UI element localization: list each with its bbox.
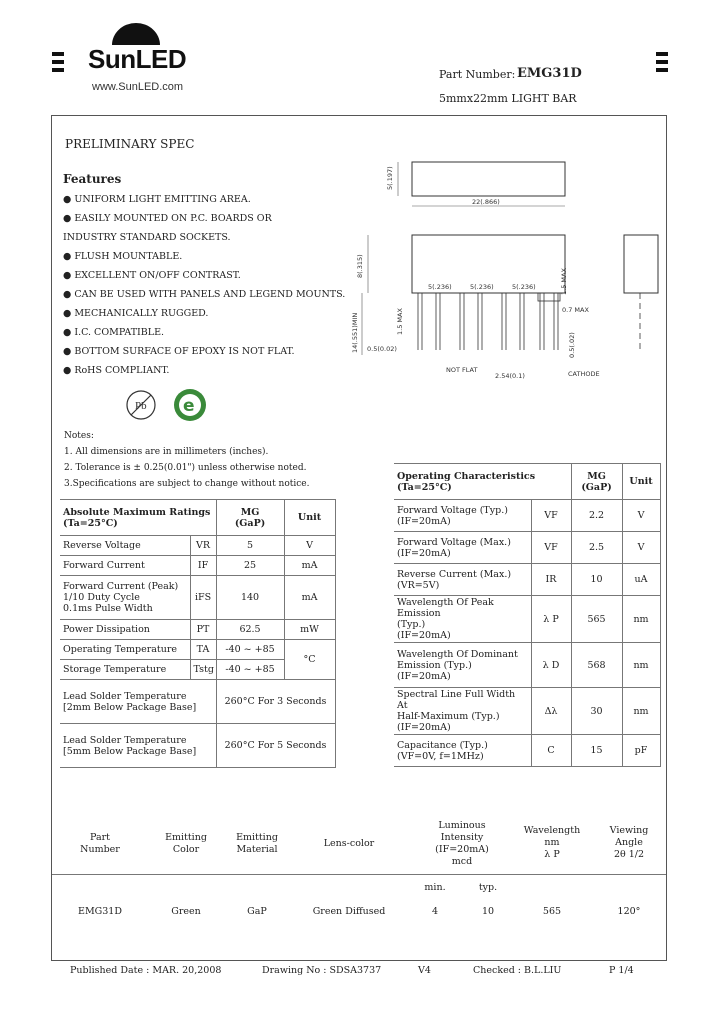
dimension-drawing (340, 150, 662, 386)
published-date: Published Date : MAR. 20,2008 (70, 965, 222, 976)
notes-title: Notes: (64, 431, 94, 441)
note-item: 2. Tolerance is ± 0.25(0.01") unless otherwise noted. (64, 463, 307, 473)
min-label: min. (424, 882, 446, 893)
table-row: Reverse Current (Max.) (VR=5V) IR 10 uA (394, 564, 660, 596)
table-row: Forward Voltage (Max.) (IF=20mA) VF 2.5 V (394, 532, 660, 564)
table-row: Wavelength Of Dominant Emission (Typ.) (IF=20mA) λ D 568 nm (394, 643, 660, 688)
row-min: 4 (431, 906, 439, 917)
temp-unit: °C (284, 640, 335, 680)
operating-characteristics-table (394, 463, 661, 767)
pb-free-icon (124, 388, 158, 422)
feature-item: ● BOTTOM SURFACE OF EPOXY IS NOT FLAT. (63, 346, 295, 357)
dim-width: 22(.866) (472, 198, 500, 206)
bottom-table-divider (52, 874, 666, 875)
table-row: Storage Temperature Tstg -40 ~ +85 (60, 660, 335, 680)
abs-max-header: Absolute Maximum Ratings (Ta=25°C) MG (GaP) Unit (60, 500, 335, 536)
table-row: Operating Temperature TA -40 ~ +85 °C (60, 640, 335, 660)
feature-item: ● I.C. COMPATIBLE. (63, 327, 165, 338)
dim-pin-spacing-1: 5(.236) (428, 283, 452, 291)
website-link[interactable]: www.SunLED.com (92, 81, 184, 93)
dim-pitch: 2.54(0.1) (495, 372, 525, 380)
col-lens-color: Lens-color (323, 838, 375, 849)
table-row: Forward Voltage (Typ.) (IF=20mA) VF 2.2 V (394, 500, 660, 532)
features-list (63, 190, 345, 380)
dim-pin-length: 14(.551)MIN (351, 312, 359, 353)
svg-text:Pb: Pb (135, 400, 147, 412)
dim-max-15-right: 1.5 MAX (560, 268, 568, 295)
table-row: Lead Solder Temperature [2mm Below Package Base] 260°C For 3 Seconds (60, 680, 335, 724)
row-angle: 120° (617, 906, 641, 917)
col-emitting-color: Emitting Color (165, 832, 207, 855)
typ-label: typ. (478, 882, 498, 893)
row-lens: Green Diffused (312, 906, 386, 917)
table-row: Capacitance (Typ.) (VF=0V, f=1MHz) C 15 pF (394, 735, 660, 767)
table-row: Forward Current (Peak) 1/10 Duty Cycle 0.1ms Pulse Width iFS 140 mA (60, 576, 335, 620)
dim-pin-spacing-3: 5(.236) (512, 283, 536, 291)
table-row: Lead Solder Temperature [5mm Below Package Base] 260°C For 5 Seconds (60, 724, 335, 768)
col-emitting-material: Emitting Material (236, 832, 278, 855)
row-material: GaP (247, 906, 267, 917)
feature-item: ● RoHS COMPLIANT. (63, 365, 170, 376)
col-wavelength: Wavelength nm λ P (523, 825, 581, 860)
note-item: 3.Specifications are subject to change without notice. (64, 479, 310, 489)
note-item: 1. All dimensions are in millimeters (inches). (64, 447, 269, 457)
feature-item: INDUSTRY STANDARD SOCKETS. (63, 232, 231, 243)
part-number-label: Part Number: (439, 68, 516, 81)
notes-block (64, 428, 310, 492)
not-flat-label: NOT FLAT (446, 366, 478, 374)
dim-pin-spacing-2: 5(.236) (470, 283, 494, 291)
right-bar-mark (656, 52, 668, 76)
left-bar-mark (52, 52, 64, 76)
version: V4 (418, 965, 431, 976)
feature-item: ● FLUSH MOUNTABLE. (63, 251, 183, 262)
col-part-number: Part Number (80, 832, 120, 855)
dim-max-15-left: 1.5 MAX (396, 308, 404, 335)
cathode-label: CATHODE (568, 370, 600, 378)
table-row: Reverse Voltage VR 5 V (60, 536, 335, 556)
svg-text:e: e (183, 396, 195, 416)
row-color: Green (171, 906, 201, 917)
dim-total-height: 8(.315) (356, 254, 364, 278)
table-row: Wavelength Of Peak Emission (Typ.) (IF=20mA) λ P 565 nm (394, 596, 660, 643)
checked-by: Checked : B.L.LIU (473, 965, 562, 976)
feature-item: ● CAN BE USED WITH PANELS AND LEGEND MOUNTS. (63, 289, 346, 300)
dim-offset: 0.5(.02) (568, 332, 576, 358)
part-number-value: EMG31D (517, 66, 582, 81)
product-description: 5mmx22mm LIGHT BAR (439, 92, 577, 105)
sun-logo-icon (108, 20, 164, 46)
row-typ: 10 (481, 906, 495, 917)
row-wavelength: 565 (542, 906, 562, 917)
row-part: EMG31D (78, 906, 122, 917)
dim-lead-size: 0.5(0.02) (367, 345, 397, 353)
abs-max-ratings-table (60, 499, 336, 768)
drawing-number: Drawing No : SDSA3737 (262, 965, 382, 976)
col-viewing-angle: Viewing Angle 2θ 1/2 (609, 825, 649, 860)
brand-logo: SunLED (88, 44, 187, 74)
feature-item: ● MECHANICALLY RUGGED. (63, 308, 209, 319)
dim-height: 5(.197) (386, 166, 394, 190)
feature-item: ● EXCELLENT ON/OFF CONTRAST. (63, 270, 241, 281)
feature-item: ● UNIFORM LIGHT EMITTING AREA. (63, 194, 251, 205)
rohs-icon (171, 386, 209, 424)
dim-max-07: 0.7 MAX (562, 306, 589, 314)
table-row: Power Dissipation PT 62.5 mW (60, 620, 335, 640)
features-title: Features (63, 172, 122, 186)
table-row: Forward Current IF 25 mA (60, 556, 335, 576)
table-row: Spectral Line Full Width At Half-Maximum (Typ.) (IF=20mA) Δλ 30 nm (394, 688, 660, 735)
op-char-header: Operating Characteristics (Ta=25°C) MG (GaP) Unit (394, 464, 660, 500)
spec-title: PRELIMINARY SPEC (65, 137, 195, 151)
feature-item: ● EASILY MOUNTED ON P.C. BOARDS OR (63, 213, 272, 224)
col-luminous-intensity: Luminous Intensity (IF=20mA) mcd (435, 820, 489, 867)
page-number: P 1/4 (609, 965, 634, 976)
